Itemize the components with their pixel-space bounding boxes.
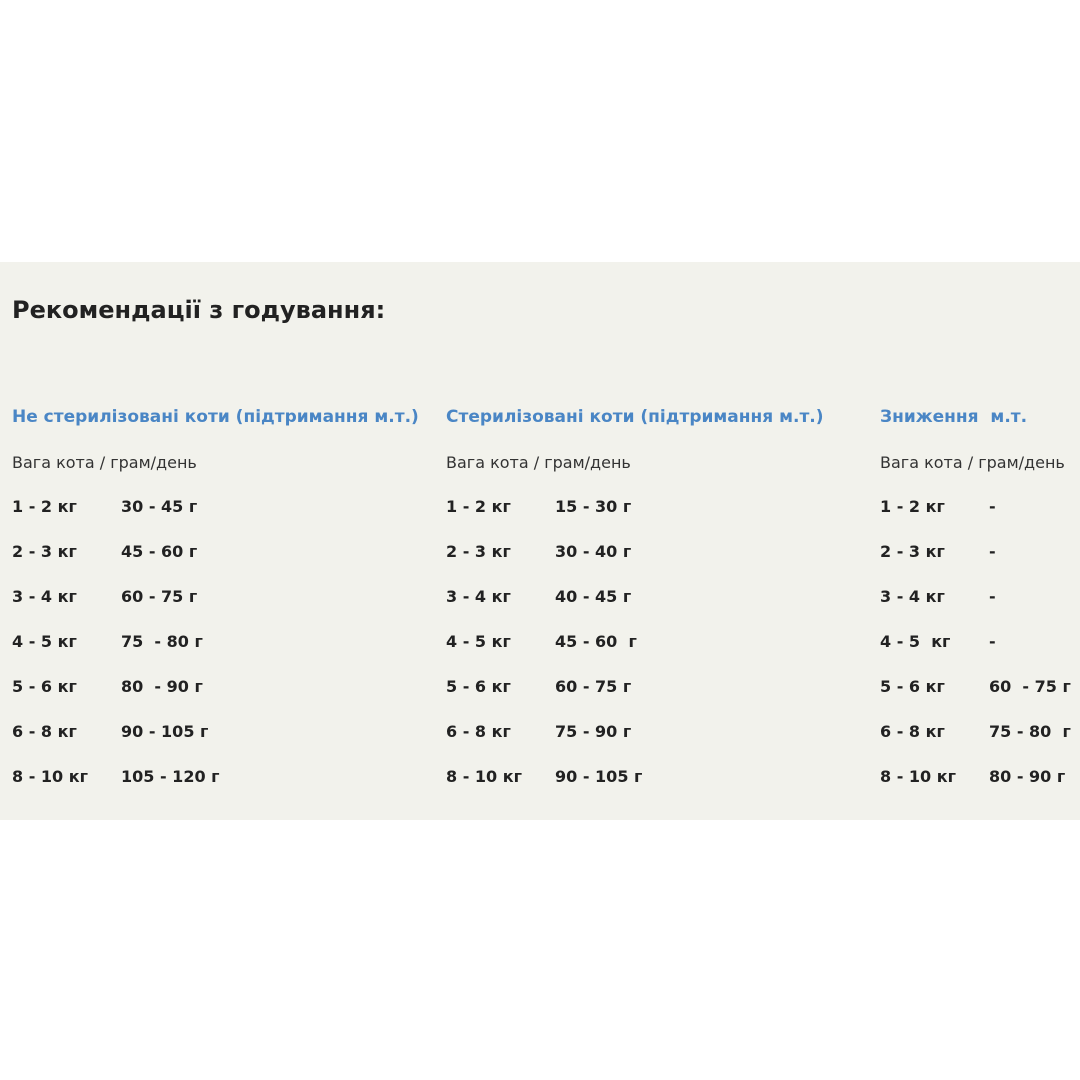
weight-cell: 1 - 2 кг — [446, 497, 511, 516]
weight-cell: 3 - 4 кг — [880, 587, 945, 606]
weight-cell: 8 - 10 кг — [880, 767, 956, 786]
grams-cell: 90 - 105 г — [555, 767, 643, 786]
weight-cell: 4 - 5 кг — [12, 632, 77, 651]
weight-cell: 1 - 2 кг — [880, 497, 945, 516]
column-heading: Не стерилізовані коти (підтримання м.т.) — [12, 407, 419, 427]
weight-cell: 3 - 4 кг — [12, 587, 77, 606]
weight-cell: 2 - 3 кг — [12, 542, 77, 561]
weight-cell: 4 - 5 кг — [880, 632, 951, 651]
grams-cell: 60 - 75 г — [989, 677, 1071, 696]
grams-cell: 75 - 80 г — [989, 722, 1071, 741]
grams-cell: 80 - 90 г — [989, 767, 1066, 786]
grams-cell: - — [989, 587, 996, 606]
grams-cell: - — [989, 632, 996, 651]
grams-cell: 40 - 45 г — [555, 587, 632, 606]
weight-cell: 3 - 4 кг — [446, 587, 511, 606]
grams-cell: 90 - 105 г — [121, 722, 209, 741]
grams-cell: 80 - 90 г — [121, 677, 203, 696]
weight-cell: 5 - 6 кг — [446, 677, 511, 696]
grams-cell: 60 - 75 г — [121, 587, 198, 606]
grams-cell: 30 - 40 г — [555, 542, 632, 561]
weight-cell: 2 - 3 кг — [446, 542, 511, 561]
column-heading: Зниження м.т. — [880, 407, 1028, 427]
grams-cell: 75 - 80 г — [121, 632, 203, 651]
weight-cell: 8 - 10 кг — [446, 767, 522, 786]
weight-cell: 2 - 3 кг — [880, 542, 945, 561]
grams-cell: - — [989, 497, 996, 516]
weight-cell: 5 - 6 кг — [880, 677, 945, 696]
column-heading: Стерилізовані коти (підтримання м.т.) — [446, 407, 824, 427]
column-subheading: Вага кота / грам/день — [12, 453, 197, 472]
weight-cell: 6 - 8 кг — [12, 722, 77, 741]
grams-cell: - — [989, 542, 996, 561]
grams-cell: 30 - 45 г — [121, 497, 198, 516]
grams-cell: 60 - 75 г — [555, 677, 632, 696]
section-title: Рекомендації з годування: — [12, 296, 386, 324]
grams-cell: 45 - 60 г — [121, 542, 198, 561]
weight-cell: 8 - 10 кг — [12, 767, 88, 786]
grams-cell: 75 - 90 г — [555, 722, 632, 741]
weight-cell: 1 - 2 кг — [12, 497, 77, 516]
weight-cell: 5 - 6 кг — [12, 677, 77, 696]
grams-cell: 105 - 120 г — [121, 767, 220, 786]
column-subheading: Вага кота / грам/день — [880, 453, 1065, 472]
weight-cell: 6 - 8 кг — [880, 722, 945, 741]
weight-cell: 4 - 5 кг — [446, 632, 511, 651]
grams-cell: 15 - 30 г — [555, 497, 632, 516]
column-subheading: Вага кота / грам/день — [446, 453, 631, 472]
grams-cell: 45 - 60 г — [555, 632, 637, 651]
weight-cell: 6 - 8 кг — [446, 722, 511, 741]
feeding-recommendations-panel — [0, 262, 1080, 820]
